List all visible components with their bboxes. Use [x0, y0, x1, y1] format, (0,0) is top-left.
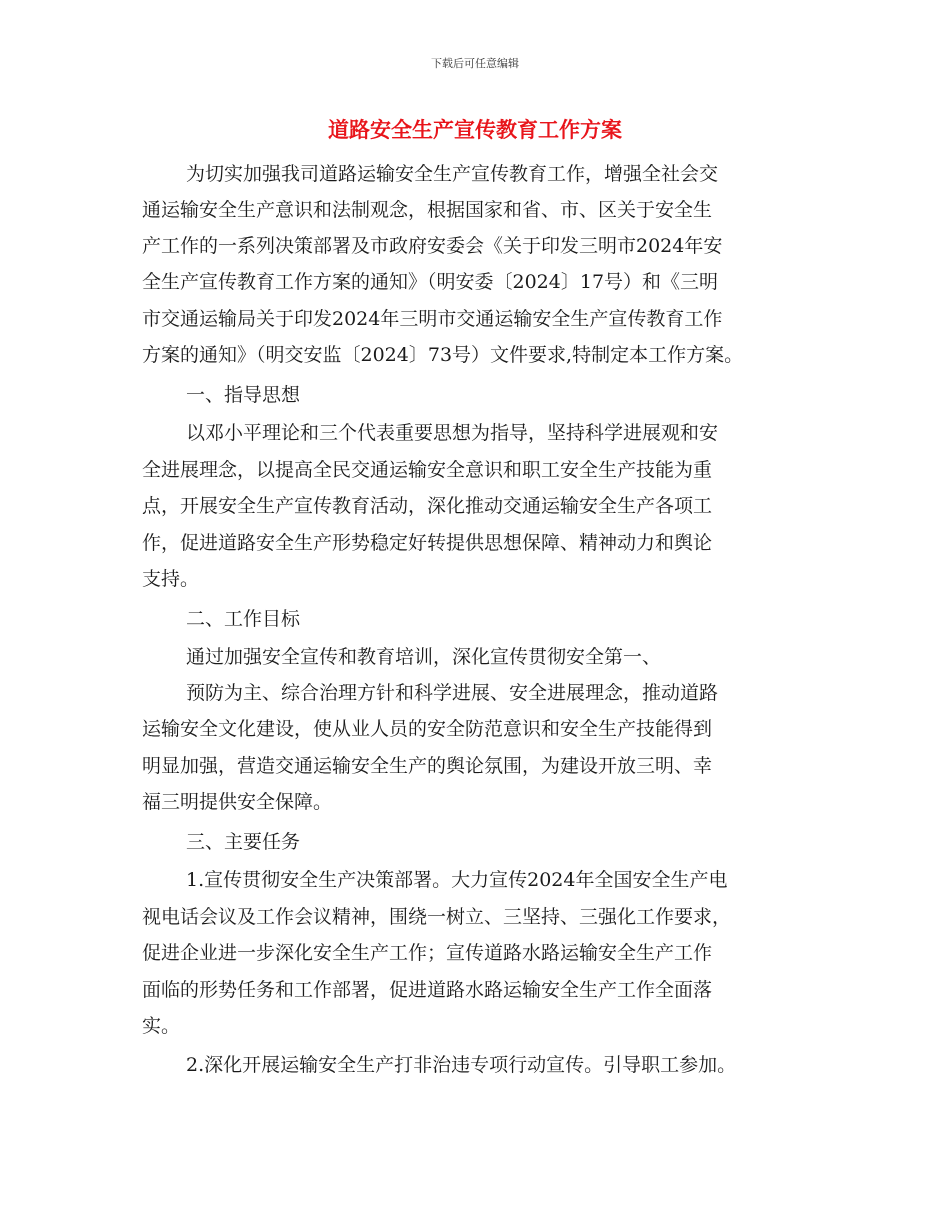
- body-line-11: 作，促进道路安全生产形势稳定好转提供思想保障、精神动力和舆论: [142, 532, 713, 554]
- body-line-15: 预防为主、综合治理方针和科学进展、安全进展理念，推动道路: [186, 682, 719, 704]
- body-line-2: 通运输安全生产意识和法制观念，根据国家和省、市、区关于安全生: [142, 199, 713, 221]
- body-line-10: 点，开展安全生产宣传教育活动，深化推动交通运输安全生产各项工: [142, 495, 713, 517]
- body-line-16: 运输安全文化建设，使从业人员的安全防范意识和安全生产技能得到: [142, 718, 713, 740]
- body-line-24: 实。: [142, 1015, 181, 1037]
- body-line-14: 通过加强安全宣传和教育培训，深化宣传贯彻安全第一、: [186, 646, 662, 668]
- body-line-23: 面临的形势任务和工作部署，促进道路水路运输安全生产工作全面落: [142, 979, 713, 1001]
- body-line-21: 视电话会议及工作会议精神，围绕一树立、三坚持、三强化工作要求，: [142, 906, 732, 928]
- body-line-6: 方案的通知》（明交安监〔2024〕73号）文件要求,特制定本工作方案。: [142, 344, 744, 366]
- body-line-12: 支持。: [142, 568, 200, 590]
- page-header: 下载后可任意编辑: [431, 57, 519, 70]
- body-line-4: 全生产宣传教育工作方案的通知》（明安委〔2024〕17号）和《三明: [142, 271, 719, 293]
- body-line-9: 全进展理念，以提高全民交通运输安全意识和职工安全生产技能为重: [142, 459, 713, 481]
- body-line-20: 1.宣传贯彻安全生产决策部署。大力宣传2024年全国安全生产电: [186, 869, 728, 891]
- body-line-3: 产工作的一系列决策部署及市政府安委会《关于印发三明市2024年安: [142, 235, 723, 257]
- body-line-22: 促进企业进一步深化安全生产工作；宣传道路水路运输安全生产工作: [142, 942, 713, 964]
- document-title: 道路安全生产宣传教育工作方案: [328, 118, 622, 142]
- section-heading-2: 二、工作目标: [186, 608, 301, 630]
- body-line-25: 2.深化开展运输安全生产打非治违专项行动宣传。引导职工参加。: [186, 1054, 737, 1076]
- body-line-18: 福三明提供安全保障。: [142, 791, 333, 813]
- body-line-8: 以邓小平理论和三个代表重要思想为指导，坚持科学进展观和安: [186, 422, 719, 444]
- section-heading-3: 三、主要任务: [186, 831, 301, 853]
- body-line-17: 明显加强，营造交通运输安全生产的舆论氛围，为建设开放三明、幸: [142, 755, 713, 777]
- body-line-5: 市交通运输局关于印发2024年三明市交通运输安全生产宣传教育工作: [142, 308, 723, 330]
- body-line-1: 为切实加强我司道路运输安全生产宣传教育工作，增强全社会交: [186, 163, 719, 185]
- section-heading-1: 一、指导思想: [186, 384, 301, 406]
